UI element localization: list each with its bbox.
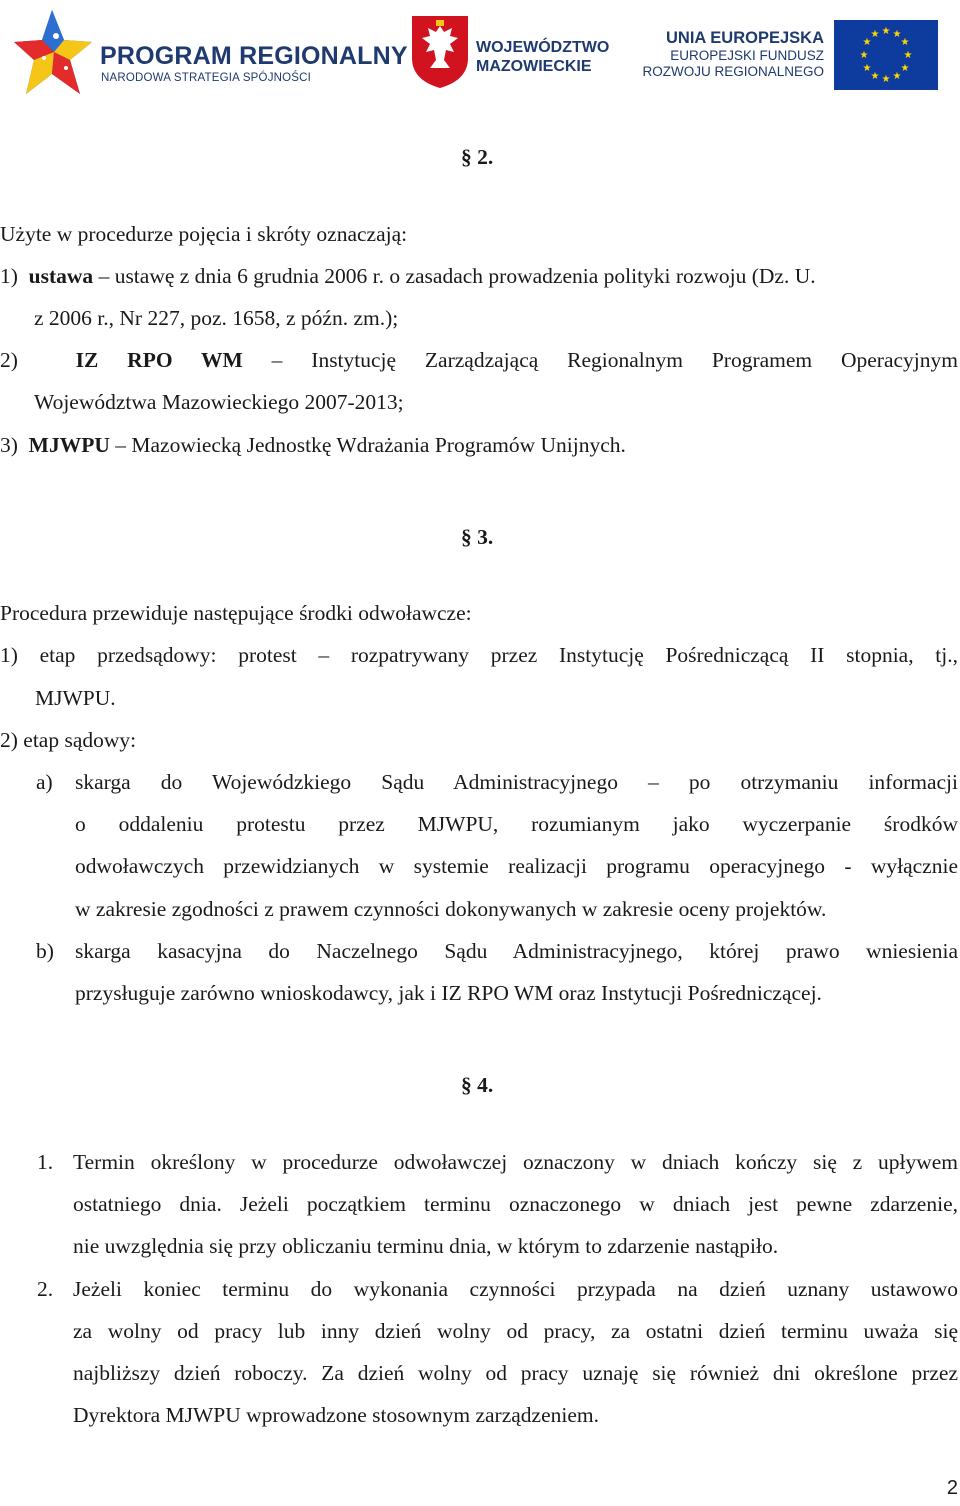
svg-text:★: ★ <box>859 50 869 61</box>
remedy-2a-line-3: odwoławczych przewidzianych w systemie realizacji programu operacyjnego - wyłącznie <box>75 854 958 878</box>
definition-2-number: 2) <box>0 348 18 372</box>
svg-text:★: ★ <box>870 71 880 82</box>
paragraph-2-line-1: Jeżeli koniec terminu do wykonania czynności przypada na dzień uznany ustawowo <box>73 1277 958 1301</box>
eu-flag-icon <box>834 20 938 90</box>
program-regionalny-star-logo-icon <box>14 8 94 98</box>
svg-text:★: ★ <box>900 63 910 74</box>
definition-3-term: MJWPU <box>28 433 110 457</box>
paragraph-1-line-3: nie uwzględnia się przy obliczaniu terminu dnia, w którym to zdarzenie nastąpiło. <box>73 1234 779 1258</box>
region-line2: MAZOWIECKIE <box>476 58 592 75</box>
page-number: 2 <box>946 1477 958 1499</box>
remedy-2a-line-2: o oddaleniu protestu przez MJWPU, rozumianym jako wyczerpanie środków <box>75 812 958 836</box>
definition-2-continuation: Województwa Mazowieckiego 2007-2013; <box>34 390 404 414</box>
remedy-2b-label: b) <box>36 939 54 963</box>
definition-2 <box>0 339 958 381</box>
program-subtitle: NARODOWA STRATEGIA SPÓJNOŚCI <box>101 72 312 84</box>
section-2-heading: § 2. <box>461 145 494 169</box>
program-title: PROGRAM REGIONALNY <box>100 42 408 70</box>
program-regionalny-logo <box>12 6 408 98</box>
definition-1-number: 1) <box>0 264 18 288</box>
remedy-2: 2) etap sądowy: <box>0 728 137 752</box>
paragraph-2-line-3: najbliższy dzień roboczy. Za dzień wolny od pracy uznaję się również dni określone przez <box>73 1361 958 1385</box>
paragraph-1-line-1: Termin określony w procedurze odwoławczej oznaczony w dniach kończy się z upływem <box>73 1150 958 1174</box>
mazowsze-eagle-emblem-icon <box>410 14 470 90</box>
svg-text:★: ★ <box>900 37 910 48</box>
svg-text:★: ★ <box>881 26 891 37</box>
paragraph-2-line-2: za wolny od pracy lub inny dzień wolny od pracy, za ostatni dzień terminu uważa się <box>73 1319 958 1343</box>
remedy-2a-label: a) <box>36 770 53 794</box>
eu-text <box>642 28 824 80</box>
definition-1-continuation: z 2006 r., Nr 227, poz. 1658, z późn. zm.); <box>34 306 399 330</box>
svg-text:★: ★ <box>903 50 913 61</box>
paragraph-1-line-2: ostatniego dnia. Jeżeli początkiem terminu oznaczonego w dniach jest pewne zdarzenie, <box>73 1192 958 1216</box>
remedy-2b-line-1: skarga kasacyjna do Naczelnego Sądu Administracyjnego, której prawo wniesienia <box>75 939 958 963</box>
eu-line2: EUROPEJSKI FUNDUSZ <box>670 48 824 63</box>
paragraph-2-number: 2. <box>37 1277 54 1301</box>
definition-3 <box>0 424 626 466</box>
page-header <box>0 0 960 108</box>
definition-1-text: – ustawę z dnia 6 grudnia 2006 r. o zasadach prowadzenia polityki rozwoju (Dz. U. <box>93 264 816 288</box>
definition-2-term: IZ RPO WM <box>75 348 243 372</box>
paragraph-2-line-4: Dyrektora MJWPU wprowadzone stosownym zarządzeniem. <box>73 1403 599 1427</box>
definition-3-text: – Mazowiecką Jednostkę Wdrażania Programów Unijnych. <box>109 433 626 457</box>
definition-3-number: 3) <box>0 433 18 457</box>
svg-text:★: ★ <box>881 74 891 85</box>
eu-line1: UNIA EUROPEJSKA <box>666 29 824 47</box>
remedy-2b-line-2: przysługuje zarówno wnioskodawcy, jak i IZ RPO WM oraz Instytucji Pośredniczącej. <box>75 981 822 1005</box>
svg-text:★: ★ <box>870 29 880 40</box>
eu-line3: ROZWOJU REGIONALNEGO <box>642 64 824 79</box>
paragraph-1-number: 1. <box>37 1150 54 1174</box>
region-name <box>476 38 609 76</box>
svg-text:★: ★ <box>892 29 902 40</box>
definition-1 <box>0 255 816 297</box>
section-3-heading: § 3. <box>461 525 494 549</box>
svg-text:★: ★ <box>892 71 902 82</box>
section-2-intro: Użyte w procedurze pojęcia i skróty oznaczają: <box>0 222 408 246</box>
definition-2-text: – Instytucję Zarządzającą Regionalnym Programem Operacyjnym <box>242 348 958 372</box>
svg-text:★: ★ <box>862 63 872 74</box>
remedy-2a-line-4: w zakresie zgodności z prawem czynności dokonywanych w zakresie oceny projektów. <box>75 897 827 921</box>
eu-logo <box>638 12 938 96</box>
region-line1: WOJEWÓDZTWO <box>476 39 610 56</box>
mazowieckie-logo <box>410 14 630 94</box>
remedy-1: 1) etap przedsądowy: protest – rozpatrywany przez Instytucję Pośredniczącą II stopnia, tj., <box>0 643 958 667</box>
remedy-2a-line-1: skarga do Wojewódzkiego Sądu Administracyjnego – po otrzymaniu informacji <box>75 770 958 794</box>
remedy-1-continuation: MJWPU. <box>35 686 116 710</box>
svg-text:★: ★ <box>862 37 872 48</box>
section-3-intro: Procedura przewiduje następujące środki odwoławcze: <box>0 601 472 625</box>
definition-1-term: ustawa <box>28 264 94 288</box>
section-4-heading: § 4. <box>461 1073 494 1097</box>
